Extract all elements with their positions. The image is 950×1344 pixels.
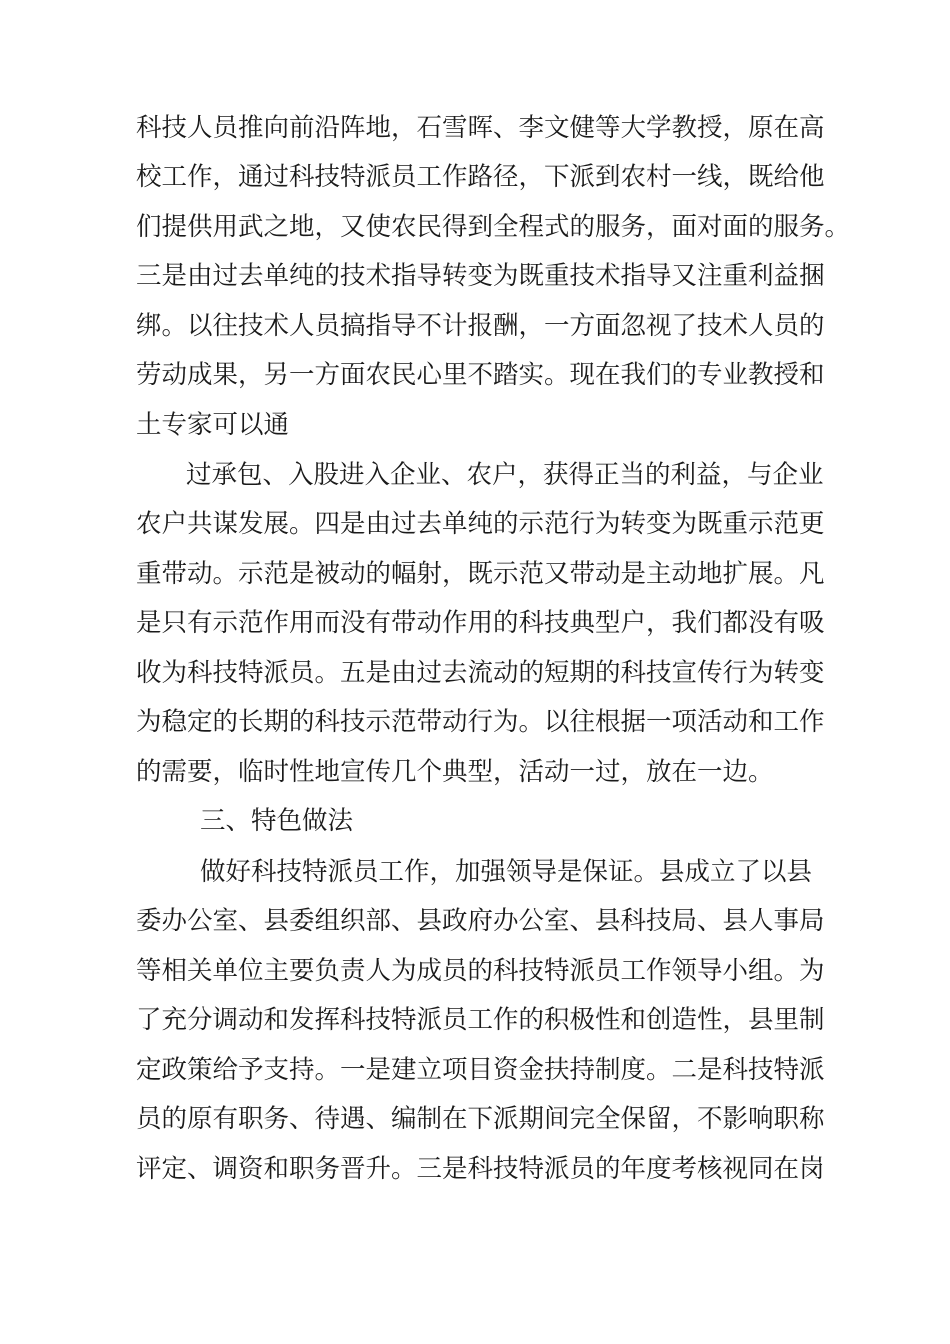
text-line: 为稳定的长期的科技示范带动行为。以往根据一项活动和工作 (136, 707, 825, 737)
text-line: 们提供用武之地，又使农民得到全程式的服务，面对面的服务。 (136, 212, 851, 242)
text-line: 农户共谋发展。四是由过去单纯的示范行为转变为既重示范更 (136, 509, 825, 539)
text-line: 土专家可以通 (136, 410, 290, 440)
text-line: 劳动成果，另一方面农民心里不踏实。现在我们的专业教授和 (136, 360, 825, 390)
text-line: 等相关单位主要负责人为成员的科技特派员工作领导小组。为 (136, 956, 825, 986)
text-line: 重带动。示范是被动的幅射，既示范又带动是主动地扩展。凡 (136, 559, 825, 589)
text-line: 收为科技特派员。五是由过去流动的短期的科技宣传行为转变 (136, 658, 825, 688)
text-line: 三是由过去单纯的技术指导转变为既重技术指导又注重利益捆 (136, 261, 825, 291)
text-line: 委办公室、县委组织部、县政府办公室、县科技局、县人事局 (136, 906, 825, 936)
text-line: 定政策给予支持。一是建立项目资金扶持制度。二是科技特派 (136, 1055, 825, 1085)
text-line: 是只有示范作用而没有带动作用的科技典型户，我们都没有吸 (136, 608, 825, 638)
text-line: 了充分调动和发挥科技特派员工作的积极性和创造性，县里制 (136, 1005, 825, 1035)
paragraph-first-line: 做好科技特派员工作，加强领导是保证。县成立了以县 (200, 857, 813, 887)
text-line: 评定、调资和职务晋升。三是科技特派员的年度考核视同在岗 (136, 1154, 825, 1184)
paragraph-first-line: 过承包、入股进入企业、农户，获得正当的利益，与企业 (186, 460, 824, 490)
text-line: 的需要，临时性地宣传几个典型，活动一过，放在一边。 (136, 757, 774, 787)
text-line: 科技人员推向前沿阵地，石雪晖、李文健等大学教授，原在高 (136, 113, 825, 143)
text-line: 员的原有职务、待遇、编制在下派期间完全保留，不影响职称 (136, 1104, 825, 1134)
section-heading: 三、特色做法 (200, 806, 354, 836)
text-line: 校工作，通过科技特派员工作路径，下派到农村一线，既给他 (136, 162, 825, 192)
text-line: 绑。以往技术人员搞指导不计报酬，一方面忽视了技术人员的 (136, 311, 825, 341)
